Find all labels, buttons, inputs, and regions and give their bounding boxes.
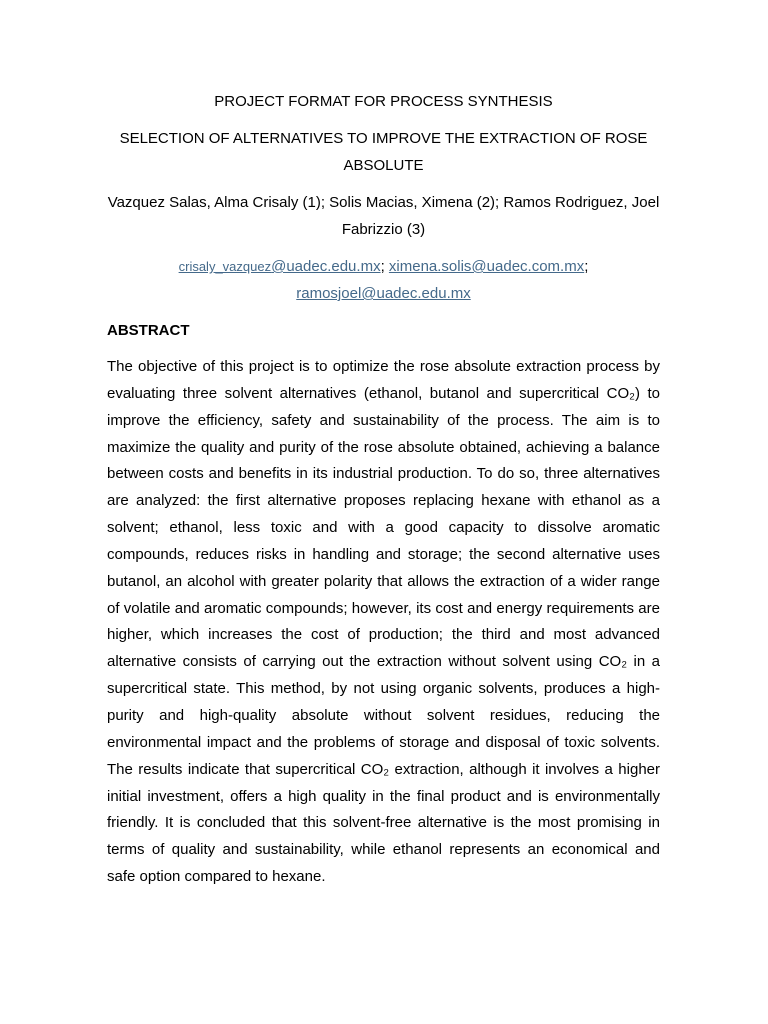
project-subtitle: SELECTION OF ALTERNATIVES TO IMPROVE THE EXTRACTION OF ROSE ABSOLUTE (119, 130, 648, 174)
document-content (107, 88, 660, 891)
email-link-crisaly[interactable] (179, 258, 381, 275)
email-link-ramos[interactable]: ramosjoel@uadec.edu.mx (296, 285, 471, 302)
email-domain-part: @uadec.edu.mx (271, 258, 381, 275)
email-user-part: crisaly_vazquez (178, 259, 272, 274)
document-title: PROJECT FORMAT FOR PROCESS SYNTHESIS (214, 93, 553, 110)
author-list: Vazquez Salas, Alma Crisaly (1); Solis Macias, Ximena (2); Ramos Rodriguez, Joel Fabrizzio (3) (107, 194, 660, 238)
email-separator: ; (584, 258, 589, 275)
email-link-ximena[interactable]: ximena.solis@uadec.com.mx (388, 258, 585, 275)
email-list (107, 253, 660, 307)
abstract-heading: ABSTRACT (107, 322, 190, 339)
email-separator: ; (380, 258, 385, 275)
abstract-body: The objective of this project is to optimize the rose absolute extraction process by evaluating three solvent alternatives (ethanol, butanol and supercritical CO₂) to improve the efficiency, safety and sustainability of the process. The aim is to maximize the quality and purity of the rose absolute obtained, achieving a balance between costs and benefits in its industrial production. To do so, three alternatives are analyzed: the first alternative proposes replacing hexane with ethanol as a solvent; ethanol, less toxic and with a good capacity to dissolve aromatic compounds, reduces risks in handling and storage; the second alternative uses butanol, an alcohol with greater polarity that allows the extraction of a wider range of volatile and aromatic compounds; however, its cost and energy requirements are higher, which increases the cost of production; the third and most advanced alternative consists of carrying out the extraction without solvent using CO₂ in a supercritical state. This method, by not using organic solvents, produces a high-purity and high-quality absolute without solvent residues, reducing the environmental impact and the problems of storage and disposal of toxic solvents. The results indicate that supercritical CO₂ extraction, although it involves a higher initial investment, offers a high quality in the final product and is environmentally friendly. It is concluded that this solvent-free alternative is the most promising in terms of quality and sustainability, while ethanol represents an economical and safe option compared to hexane. (107, 358, 660, 886)
